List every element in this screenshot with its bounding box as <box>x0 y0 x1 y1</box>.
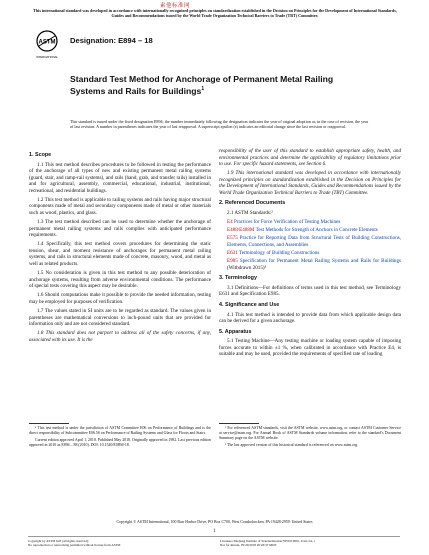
footnotes-right <box>219 426 401 450</box>
para-1-7: 1.7 The values stated in SI units are to be regarded as standard. The values given in parentheses are mathematical conversions to inch-pound units that are provided for information only and are not considered standard. <box>29 308 211 328</box>
para-1-2: 1.2 This test method is applicable to railing systems and rails having major structural components made of metal and secondary components made of metal or other materials such as wood, plastics, and glass. <box>29 196 211 216</box>
footnote-rule-right <box>219 423 259 424</box>
para-1-4: 1.4 Specifically, this test method covers procedures for determining the static tension, shear, and moment resistance of anchorages for permanent metal railing systems, and rails in structural elements made of concrete, masonry, wood, and metal as well as related products. <box>29 241 211 267</box>
left-column <box>29 148 211 346</box>
reference-link[interactable]: E985 Specification for Permanent Metal Railing Systems and Rails for Buildings (Withdrawn 2015)³ <box>227 258 401 271</box>
reference-link[interactable]: E488/E488M Test Methods for Strength of Anchors in Concrete Elements <box>227 227 378 234</box>
copyright-line: Copyright © ASTM International, 100 Barr Harbor Drive, PO Box C700, West Conshohocken, PA 19428-2959. United States <box>116 520 313 524</box>
section-heading-significance: 4. Significance and Use <box>219 301 280 308</box>
section-heading-terminology: 3. Terminology <box>219 275 257 282</box>
section-heading-apparatus: 5. Apparatus <box>219 328 252 335</box>
license-left-line-1: Copyright by ASTM Int'l (all rights reserved); <box>28 539 89 543</box>
footnote-rule-left <box>29 423 69 424</box>
para-1-1: 1.1 This test method describes procedures to be followed in testing the performance of the anchorage of all types of new and existing permanent metal railing systems (guard, stair, and ramp-rail systems), and rails (hand, grab, and transfer rails) installed in and for agricultural, assembly, commercial, educational, industrial, institutional, recreational, and residential buildings. <box>29 161 211 194</box>
para-4-1: 4.1 This test method is intended to provide data from which applicable design data can be derived for a given anchorage. <box>219 311 401 325</box>
section-heading-scope: 1. Scope <box>29 152 52 158</box>
footnote-3: ³ The last approved version of this historical standard is referenced on www.astm.org. <box>225 442 359 447</box>
para-5-1: 5.1 Testing Machine—Any testing machine or loading system capable of imposing forces accurate to within ±1 %, when calibrated in accordance with Practice E4, is suitable and may be used, provided the requirements of specified rate of loading <box>219 338 401 358</box>
footnote-1: ¹ This test method is under the jurisdiction of ASTM Committee E06 on Performance of Buildings and is the direct responsibility of Subcommittee E06.56 on Performance of Railing Systems and Glass for Floors and Stairs. <box>29 426 211 435</box>
document-title: Standard Test Method for Anchorage of Permanent Metal Railing Systems and Rails for Buildings$^1$ <box>70 74 334 96</box>
page-number: 1 <box>213 529 216 534</box>
designation: Designation: E894 – 18 <box>70 36 153 45</box>
footer-divider <box>28 536 400 537</box>
section-heading-referenced-documents: 2. Referenced Documents <box>219 200 286 207</box>
reference-link[interactable]: E4 Practices for Force Verification of Testing Machines <box>227 219 341 226</box>
watermark-text: 素他标准网 <box>160 3 191 9</box>
reference-link[interactable]: E631 Terminology of Building Constructions <box>227 250 320 257</box>
para-1-5: 1.5 No consideration is given in this test method to any possible deterioration of anchorage systems, resulting from adverse environmental conditions. The performance of special tests covering this aspect may be desirable. <box>29 270 211 290</box>
para-3-1: 3.1 Definitions—For definitions of terms used in this test method, see Terminology E631 and Specification E985. <box>219 284 401 298</box>
license-right-line-1: Licensee=Zhejiang Institute of Standardization/5950119001, User=xx, r <box>220 539 316 543</box>
footnotes-left <box>29 426 211 450</box>
tbt-notice: This international standard was developed in accordance with internationally recognized principles on standardization established in the Decision on Principles for the Development of International Standards, Guides and Recommendations issued by the World Trade Organization Technical Barriers to Trade (TBT) Committee. <box>33 8 397 18</box>
para-1-9: 1.9 This international standard was developed in accordance with internationally recognized principles on standardization established in the Decision on Principles for the Development of International Standards, Guides and Recommendations issued by the World Trade Organization Technical Barriers to Trade (TBT) Committee. <box>219 170 401 196</box>
astm-logo-icon <box>36 30 58 62</box>
para-1-6: 1.6 Should computations make it possible to provide the needed information, testing may be employed for purposes of verification. <box>29 292 211 305</box>
footnote-1-edition: Current edition approved April 1, 2018. Published May 2018. Originally approved in 1982. Last previous edition approved in 2010 as E894 – 88 (2010). DOI: 10.1520/E0894-18. <box>29 437 211 447</box>
para-1-8: 1.8 This standard does not purport to address all of the safety concerns, if any, associated with its use. It is the <box>29 330 211 343</box>
reference-link[interactable]: E575 Practice for Reporting Data from Structural Tests of Building Constructions, Elements, Connections, and Assemblies <box>227 235 401 248</box>
para-1-3: 1.3 The test method described can be used to determine whether the anchorage of permanent metal railing systems and rails complies with anticipated performance requirements. <box>29 219 211 239</box>
para-2-1: 2.1 ASTM Standards:² <box>227 209 273 216</box>
footnote-2: ² For referenced ASTM standards, visit the ASTM website, www.astm.org, or contact ASTM Customer Service at service@astm.org. For Annual Book of ASTM Standards volume information, refer to the standard's Document Summary page on the ASTM website. <box>219 426 401 440</box>
para-1-8-continued: responsibility of the user of this standard to establish appropriate safety, health, and environmental practices and determine the applicability of regulatory limitations prior to use. For specific hazard statements, see Section 6. <box>219 148 401 168</box>
right-column <box>219 148 401 360</box>
license-footer <box>28 539 400 547</box>
license-left-line-2: No reproduction or networking permitted without license from ASTM <box>28 543 121 547</box>
license-right-line-2: Not for Resale, 05/20/2018 20:26:37 MDT <box>220 543 277 547</box>
svg-text:INTERNATIONAL: INTERNATIONAL <box>36 55 58 59</box>
designation-note: This standard is issued under the fixed designation E894; the number immediately following the designation indicates the year of original adoption or, in the case of revision, the year of last revision. A number in parentheses indicates the year of last reapproval. A superscript epsilon (ε) indicates an editorial change since the last revision or reapproval. <box>70 119 369 130</box>
svg-text:ASTM: ASTM <box>38 39 56 46</box>
